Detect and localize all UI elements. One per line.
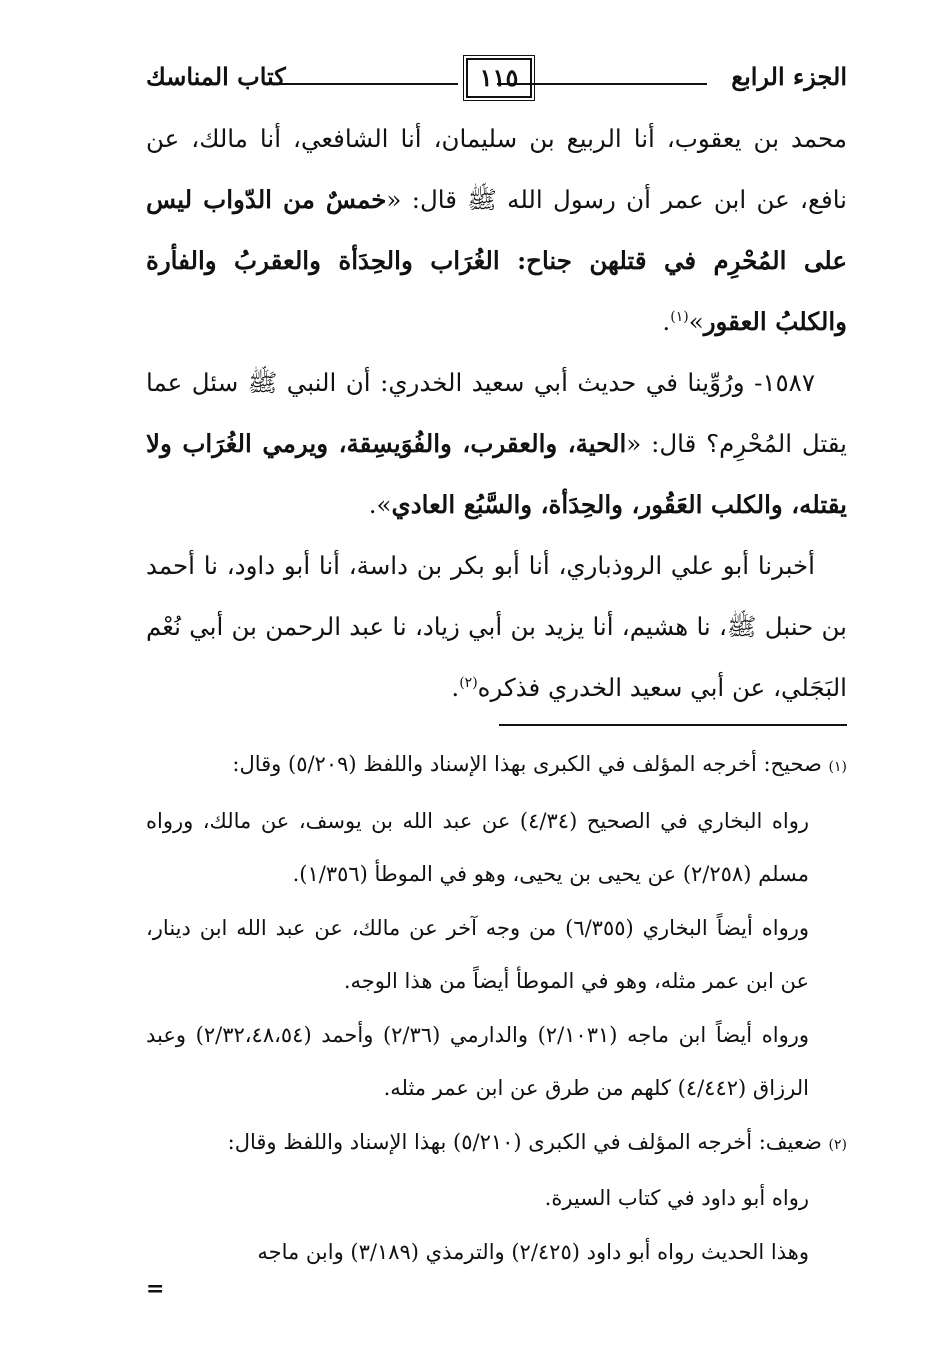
header-part: الجزء الرابع	[731, 62, 847, 91]
continuation-mark: =	[146, 1276, 165, 1302]
p2-hadith-text: الحية، والعقرب، والفُوَيسِقة، ويرمي الغُرَاب ولا يقتله، والكلب العَقُور، والحِدَأة، والسَّبُع العادي	[146, 429, 847, 519]
footnote-ref-2[interactable]: (٢)	[459, 674, 478, 691]
paragraph-1	[146, 108, 847, 352]
footnote-2-line-3: وهذا الحديث رواه أبو داود (٢/٤٢٥) والترمذي (٣/١٨٩) وابن ماجه	[257, 1239, 809, 1264]
footnote-2-line-2: رواه أبو داود في كتاب السيرة.	[544, 1186, 809, 1210]
footnote-1-mark: (١)	[828, 759, 847, 775]
footnote-ref-1[interactable]: (١)	[670, 308, 689, 325]
p1-isnad: محمد بن يعقوب، أنا الربيع بن سليمان، أنا الشافعي، أنا مالك، عن نافع، عن ابن عمر أن رسول الله ﷺ قال: «	[146, 124, 847, 214]
main-text	[146, 108, 847, 718]
page-number: ١١٥	[466, 58, 532, 98]
header-book-title: كتاب المناسك	[146, 62, 286, 91]
running-header	[146, 52, 847, 108]
paragraph-2	[146, 352, 847, 535]
p3-isnad: أخبرنا أبو علي الروذباري، أنا أبو بكر بن داسة، أنا أبو داود، نا أحمد بن حنبل ﷺ، نا هشيم، أنا يزيد بن أبي زياد، نا عبد الرحمن بن أبي نُعْم البَجَلي، عن أبي سعيد الخدري فذكره	[146, 551, 847, 702]
footnotes	[146, 738, 847, 1302]
footnote-separator	[499, 724, 847, 726]
footnote-1-line-4: ورواه أيضاً ابن ماجه (٢/١٠٣١) والدارمي (٢/٣٦) وأحمد (٢/٣٢،٤٨،٥٤) وعبد الرزاق (٤/٤٤٢) كلهم من طرق عن ابن عمر مثله.	[146, 1022, 809, 1100]
paragraph-3	[146, 535, 847, 718]
p1-hadith-text: خمسٌ من الدّواب ليس على المُحْرِم في قتلهن جناح: الغُرَاب والحِدَأة والعقربُ والفأرة والكلبُ العقور	[146, 185, 847, 336]
p3-end: .	[451, 673, 460, 702]
p1-end: .	[662, 307, 671, 336]
p2-end: ».	[368, 490, 392, 519]
footnote-1-line-1: (١) صحيح: أخرجه المؤلف في الكبرى بهذا الإسناد واللفظ (٥/٢٠٩) وقال:	[232, 752, 847, 776]
footnote-1-line-2: رواه البخاري في الصحيح (٤/٣٤) عن عبد الله بن يوسف، عن مالك، ورواه مسلم (٢/٢٥٨) عن يحيى بن يحيى، وهو في الموطأ (١/٣٥٦).	[146, 808, 809, 886]
footnote-2-line-1: (٢) ضعيف: أخرجه المؤلف في الكبرى (٥/٢١٠) بهذا الإسناد واللفظ وقال:	[227, 1129, 847, 1154]
footnote-2-mark: (٢)	[828, 1136, 847, 1153]
header-rule-left	[278, 83, 458, 85]
p2-intro: ١٥٨٧- ورُوِّينا في حديث أبي سعيد الخدري: أن النبي ﷺ سئل عما يقتل المُحْرِم؟ قال: «	[146, 368, 847, 458]
footnote-1-line-3: ورواه أيضاً البخاري (٦/٣٥٥) من وجه آخر عن مالك، عن عبد الله ابن دينار، عن ابن عمر مثله، وهو في الموطأ أيضاً من هذا الوجه.	[146, 915, 809, 993]
p1-close-quote: »	[688, 307, 704, 336]
